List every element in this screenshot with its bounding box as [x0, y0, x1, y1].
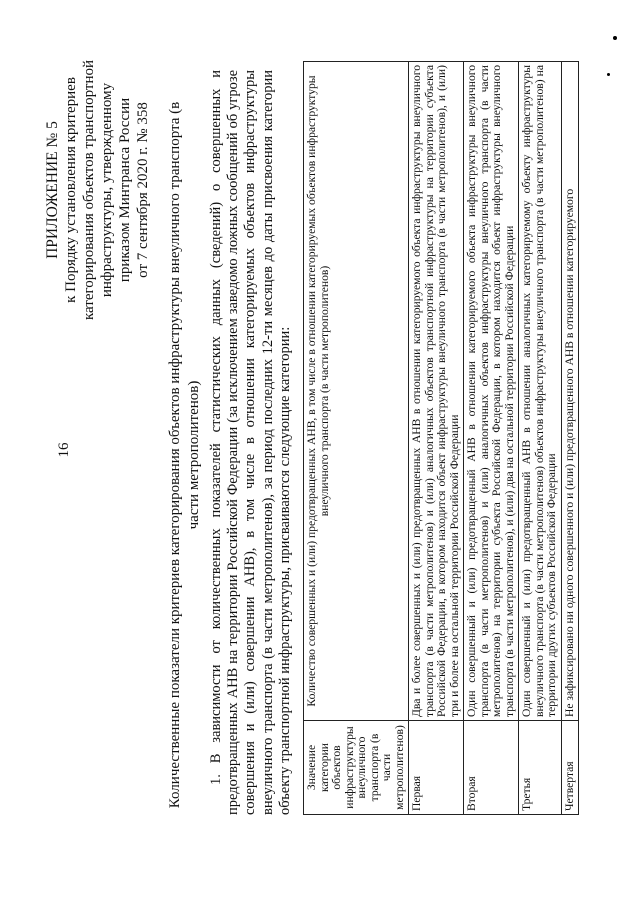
description-cell: Не зафиксировано ни одного совершенного и (или) предотвращенного АНВ в отношении категорируемого — [561, 62, 579, 721]
column-header-category: Значение категории объектов инфраструктуры внеуличного транспорта (в части метрополитенов) — [304, 721, 409, 815]
description-cell: Один совершенный и (или) предотвращенный АНВ в отношении аналогичных категорируемому объекту инфраструктуры внеуличного транспорта (в части метрополитенов) объектов инфраструктуры внеуличного транспорта (в части метрополитенов) на территории других субъектов Российской Федерации — [519, 62, 562, 721]
table-row — [464, 62, 519, 815]
category-cell: Вторая — [464, 721, 519, 815]
category-cell: Третья — [519, 721, 562, 815]
table-row — [519, 62, 562, 815]
description-cell: Два и более совершенных и (или) предотвращенных АНВ в отношении категорируемого объекта инфраструктуры внеуличного транспорта (в части метрополитенов) и (или) аналогичных объектов транспортной инфраструктуры на территории субъекта Российской Федерации, в котором находится объект инфраструктуры внеуличного транспорта (в части метрополитенов), и (или) три и более на остальной территории Российской Федерации — [409, 62, 464, 721]
appendix-line: инфраструктуры, утвержденному — [99, 82, 115, 298]
appendix-line: от 7 сентября 2020 г. № 358 — [135, 102, 151, 278]
category-cell: Четвертая — [561, 721, 579, 815]
table-row — [561, 62, 579, 815]
appendix-title: ПРИЛОЖЕНИЕ № 5 — [44, 121, 61, 259]
column-header-count: Количество совершенных и (или) предотвращенных АНВ, в том числе в отношении категорируемых объектов инфраструктуры внеуличного транспорта (в части метрополитенов) — [304, 62, 409, 721]
table-row — [409, 62, 464, 815]
table-header-row — [304, 62, 409, 815]
category-table — [303, 61, 579, 815]
category-cell: Первая — [409, 721, 464, 815]
intro-paragraph: 1. В зависимости от количественных показателей статистических данных (сведений) о совершенных и предотвращенных АНВ на территории Российской Федерации (за исключением заведомо ложных сообщений об угрозе совершения и (или) совершении АНВ), в том числе в отношении категорируемых объектов инфраструктуры внеуличного транспорта (в части метрополитенов), за период последних 12-ти месяцев до даты присвоения категории объекту транспортной инфраструктуры, присваиваются следующие категории: — [208, 70, 293, 815]
section-title: Количественные показатели критериев категорирования объектов инфраструктуры внеуличного транспорта (в части метрополитенов) — [167, 101, 202, 809]
appendix-header — [44, 30, 152, 350]
appendix-line: к Порядку установления критериев — [63, 77, 79, 303]
appendix-line: категорирования объектов транспортной — [81, 59, 97, 321]
page-number: 16 — [56, 442, 72, 458]
description-cell: Один совершенный и (или) предотвращенный АНВ в отношении категорируемого объекта инфраструктуры внеуличного транспорта (в части метрополитенов) и (или) аналогичных объектов инфраструктуры внеуличного транспорта (в части метрополитенов) на территории субъекта Российской Федерации, в котором находится объект инфраструктуры внеуличного транспорта (в части метрополитенов), и (или) два на остальной территории Российской Федерации — [464, 62, 519, 721]
appendix-line: приказом Минтранса России — [117, 97, 133, 283]
